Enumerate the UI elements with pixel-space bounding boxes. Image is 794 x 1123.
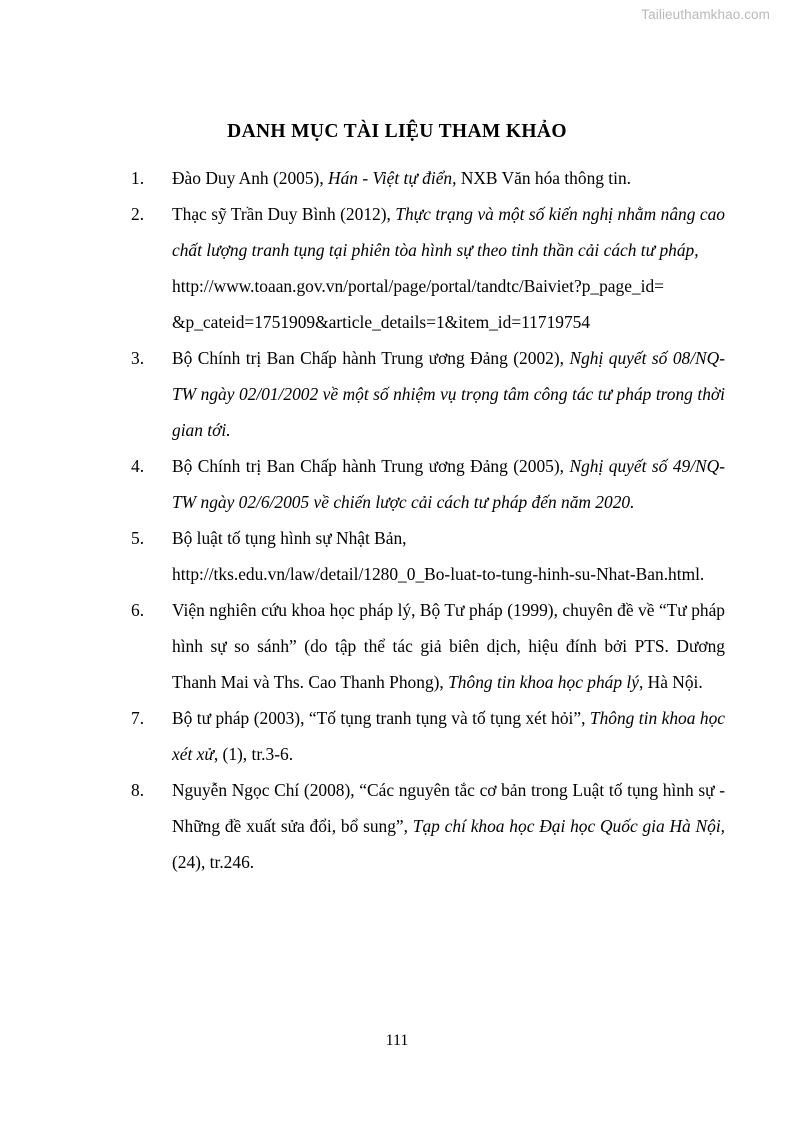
reference-url[interactable]: http://www.toaan.gov.vn/portal/page/portal/tandtc/Baiviet?p_page_id= [172, 276, 664, 296]
reference-url[interactable]: http://tks.edu.vn/law/detail/1280_0_Bo-luat-to-tung-hinh-su-Nhat-Ban.html. [172, 564, 705, 584]
reference-number: 1. [131, 168, 145, 188]
reference-text-segment: (24), tr.246. [172, 852, 255, 872]
reference-entry [131, 196, 725, 340]
reference-text [172, 196, 725, 340]
reference-title-italic: Nghị quyết số 49/NQ-TW ngày 02/6/2005 về chiến lược cải cách tư pháp đến năm 2020. [172, 456, 725, 512]
reference-entry [131, 520, 725, 592]
reference-text-segment: Bộ Chính trị Ban Chấp hành Trung ương Đảng (2005) [172, 456, 560, 476]
reference-text-segment: NXB Văn hóa thông tin. [456, 168, 632, 188]
reference-text-segment: Bộ Chính trị Ban Chấp hành Trung ương Đảng (2002) [172, 348, 560, 368]
reference-entry [131, 160, 725, 196]
reference-title-italic: Nghị quyết số 08/NQ-TW ngày 02/01/2002 về một số nhiệm vụ trọng tâm công tác tư pháp trong thời gian tới. [172, 348, 725, 440]
reference-text-segment: , (1), tr.3-6. [213, 744, 294, 764]
reference-number: 2. [131, 204, 145, 224]
reference-text [172, 160, 725, 196]
reference-entry [131, 448, 725, 520]
reference-text-segment: , [559, 456, 570, 476]
reference-text [172, 772, 725, 880]
reference-title-italic: Hán - Việt tự điển, [328, 168, 457, 188]
reference-text [172, 520, 725, 592]
reference-number: 4. [131, 456, 145, 476]
reference-text [172, 340, 725, 448]
reference-title-italic: Tạp chí khoa học Đại học Quốc gia Hà Nội, [412, 816, 725, 836]
reference-text-segment: Nguyễn Ngọc Chí (2008), “Các nguyên tắc cơ bản trong Luật tố tụng hình sự - Những đề xuất sửa đổi, bổ sung”, [172, 780, 725, 836]
reference-text [172, 592, 725, 700]
reference-text-segment: Bộ tư pháp (2003), “Tố tụng tranh tụng và tố tụng xét hỏi”, [172, 708, 590, 728]
reference-text-segment: Đào Duy Anh (2005), [172, 168, 329, 188]
page-number: 111 [385, 1032, 409, 1049]
reference-url[interactable]: &p_cateid=1751909&article_details=1&item_id=11719754 [172, 312, 591, 332]
reference-number: 7. [131, 708, 145, 728]
reference-entry [131, 772, 725, 880]
reference-entry [131, 700, 725, 772]
reference-text [172, 448, 725, 520]
reference-number: 8. [131, 780, 145, 800]
reference-text-segment: , [559, 348, 570, 368]
reference-number: 5. [131, 528, 145, 548]
page-title: DANH MỤC TÀI LIỆU THAM KHẢO [227, 121, 567, 143]
reference-text [172, 700, 725, 772]
reference-list [131, 160, 725, 880]
reference-title-italic: Thực trạng và một số kiến nghị nhằm nâng cao chất lượng tranh tụng tại phiên tòa hình sự theo tinh thần cải cách tư pháp, [172, 204, 725, 260]
reference-text-segment: Thạc sỹ Trần Duy Bình (2012), [172, 204, 396, 224]
reference-number: 3. [131, 348, 145, 368]
reference-number: 6. [131, 600, 145, 620]
reference-text-segment: Bộ luật tố tụng hình sự Nhật Bản, [172, 528, 407, 548]
reference-text-segment: , Hà Nội. [638, 672, 703, 692]
reference-entry [131, 340, 725, 448]
reference-title-italic: Thông tin khoa học pháp lý [448, 672, 639, 692]
site-watermark: Tailieuthamkhao.com [641, 7, 770, 22]
reference-title-italic: Thông tin khoa học xét xử [172, 708, 725, 764]
reference-entry [131, 592, 725, 700]
reference-text-segment: Viện nghiên cứu khoa học pháp lý, Bộ Tư pháp (1999), chuyên đề về “Tư pháp hình sự so sánh” (do tập thể tác giả biên dịch, hiệu đính bởi PTS. Dương Thanh Mai và Ths. Cao Thanh Phong), [172, 600, 725, 692]
